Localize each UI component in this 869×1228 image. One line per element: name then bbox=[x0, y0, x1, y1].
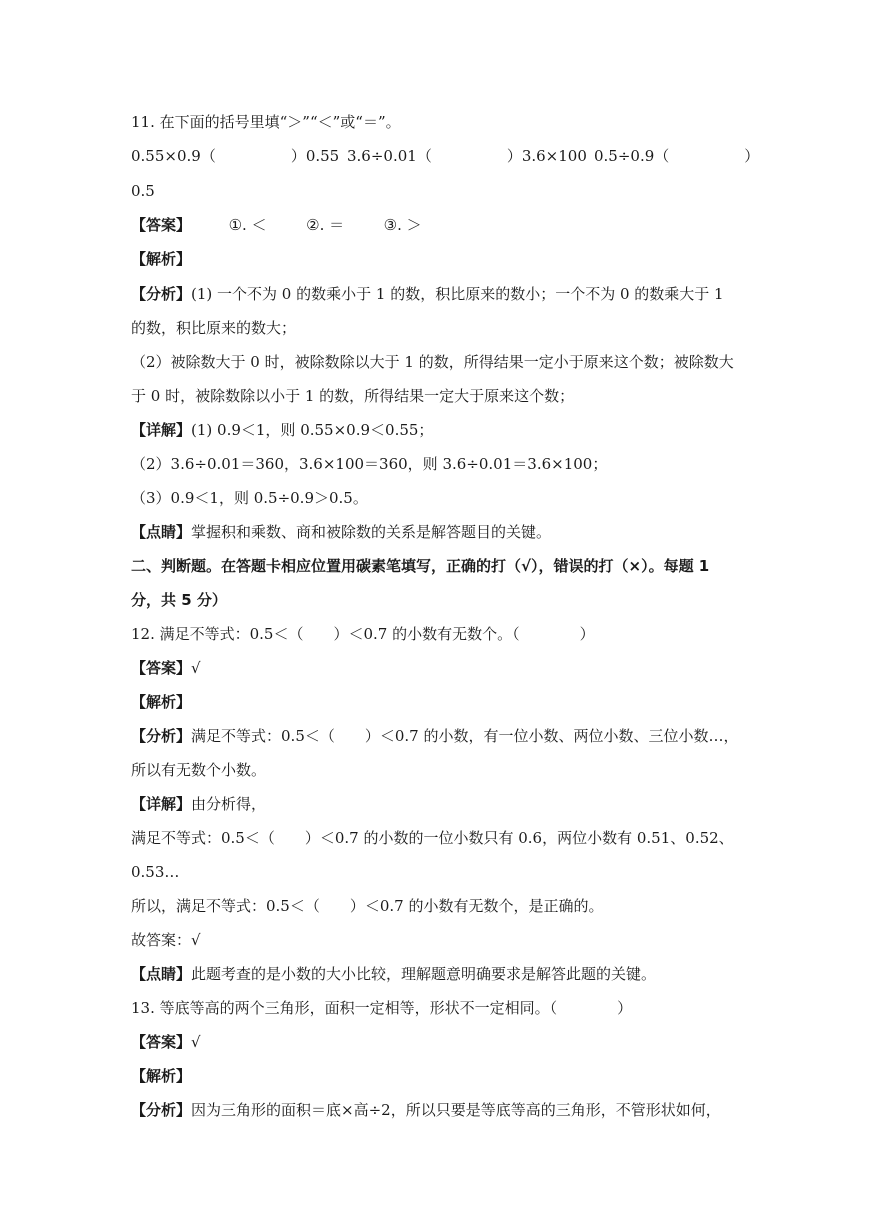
q13-title: 13. 等底等高的两个三角形，面积一定相等，形状不一定相同。（ ） bbox=[131, 999, 633, 1017]
answer-tag: 【答案】 bbox=[131, 659, 192, 677]
jiexi-tag: 【解析】 bbox=[131, 693, 192, 711]
q11-expr3: 0.5÷0.9（ ） bbox=[594, 147, 760, 165]
answer-tag: 【答案】 bbox=[131, 216, 192, 234]
q11-xiangjie-1-text: (1) 0.9＜1，则 0.55×0.9＜0.55； bbox=[191, 421, 434, 439]
fenxi-tag: 【分析】 bbox=[131, 1101, 192, 1119]
q11-expr1: 0.55×0.9（ ）0.55 bbox=[131, 147, 340, 165]
q11-dianjing-text: 掌握积和乘数、商和被除数的关系是解答题目的关键。 bbox=[191, 523, 552, 541]
q13-fenxi-1-text: 因为三角形的面积＝底×高÷2，所以只要是等底等高的三角形，不管形状如何， bbox=[191, 1101, 721, 1119]
q11-fenxi-2b: 于 0 时，被除数除以小于 1 的数，所得结果一定大于原来这个数； bbox=[131, 387, 575, 405]
dianjing-tag: 【点睛】 bbox=[131, 523, 192, 541]
q12-fenxi-2: 所以有无数个小数。 bbox=[131, 761, 267, 779]
q12-xiangjie-4: 所以，满足不等式：0.5＜（ ）＜0.7 的小数有无数个，是正确的。 bbox=[131, 897, 604, 915]
q11-dianjing bbox=[131, 522, 551, 542]
q12-fenxi-1 bbox=[131, 726, 739, 746]
q12-answer: √ bbox=[191, 659, 201, 677]
q11-xiangjie-2: （2）3.6÷0.01＝360，3.6×100＝360，则 3.6÷0.01＝3.6×100； bbox=[131, 455, 608, 473]
jiexi-tag: 【解析】 bbox=[131, 250, 192, 268]
answer-item-1: ①. ＜ bbox=[228, 216, 267, 234]
q12-guda: 故答案：√ bbox=[131, 931, 201, 949]
q12-xiangjie-2: 满足不等式：0.5＜（ ）＜0.7 的小数的一位小数只有 0.6，两位小数有 0.51、0.52、 bbox=[131, 829, 734, 847]
answer-item-2: ②. ＝ bbox=[306, 216, 345, 234]
q12-dianjing-text: 此题考查的是小数的大小比较，理解题意明确要求是解答此题的关键。 bbox=[191, 965, 657, 983]
fenxi-tag: 【分析】 bbox=[131, 727, 192, 745]
section2-heading-2: 分，共 5 分） bbox=[131, 591, 227, 609]
q11-expr3-cont: 0.5 bbox=[131, 182, 155, 200]
xiangjie-tag: 【详解】 bbox=[131, 421, 192, 439]
q11-fenxi-1 bbox=[131, 284, 724, 304]
q11-fenxi-1b: 的数，积比原来的数大； bbox=[131, 319, 297, 337]
q12-xiangjie-1 bbox=[131, 794, 266, 814]
q12-xiangjie-3: 0.53… bbox=[131, 863, 180, 881]
fenxi-tag: 【分析】 bbox=[131, 285, 192, 303]
jiexi-tag: 【解析】 bbox=[131, 1067, 192, 1085]
xiangjie-tag: 【详解】 bbox=[131, 795, 192, 813]
dianjing-tag: 【点睛】 bbox=[131, 965, 192, 983]
q12-dianjing bbox=[131, 964, 656, 984]
q12-xiangjie-1-text: 由分析得， bbox=[191, 795, 267, 813]
q11-xiangjie-1 bbox=[131, 420, 433, 440]
q11-title: 11. 在下面的括号里填“＞”“＜”或“＝”。 bbox=[131, 113, 401, 131]
q11-answer-row bbox=[131, 215, 422, 235]
q12-title: 12. 满足不等式：0.5＜（ ）＜0.7 的小数有无数个。（ ） bbox=[131, 625, 595, 643]
section2-heading-1: 二、判断题。在答题卡相应位置用碳素笔填写，正确的打（√），错误的打（×）。每题 1 bbox=[131, 557, 710, 575]
answer-item-3: ③. ＞ bbox=[383, 216, 422, 234]
q13-answer-row bbox=[131, 1032, 201, 1052]
q11-expr2: 3.6÷0.01（ ）3.6×100 bbox=[347, 147, 587, 165]
q11-fenxi-1-text: (1) 一个不为 0 的数乘小于 1 的数，积比原来的数小；一个不为 0 的数乘大于 1 bbox=[191, 285, 724, 303]
q12-fenxi-1-text: 满足不等式：0.5＜（ ）＜0.7 的小数，有一位小数、两位小数、三位小数…， bbox=[191, 727, 739, 745]
q11-fenxi-2: （2）被除数大于 0 时，被除数除以大于 1 的数，所得结果一定小于原来这个数；被除数大 bbox=[131, 353, 734, 371]
q11-xiangjie-3: （3）0.9＜1，则 0.5÷0.9＞0.5。 bbox=[131, 489, 368, 507]
q13-fenxi-1 bbox=[131, 1100, 721, 1120]
q13-answer: √ bbox=[191, 1033, 201, 1051]
q12-answer-row bbox=[131, 658, 201, 678]
answer-tag: 【答案】 bbox=[131, 1033, 192, 1051]
